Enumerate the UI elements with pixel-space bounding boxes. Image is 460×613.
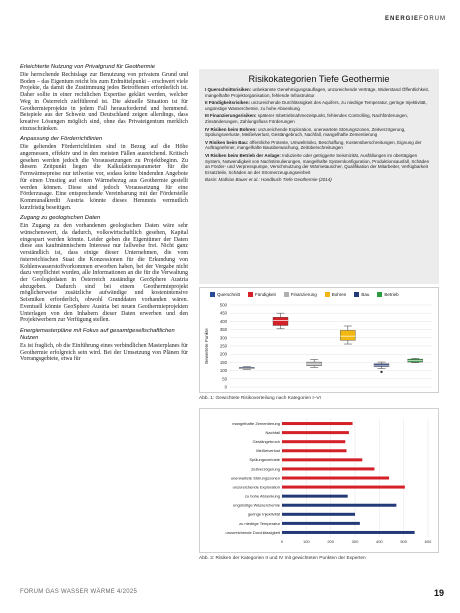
y-axis-label: Bewertete Punkte — [204, 328, 209, 364]
category-label: unzureichende Durchlässigkeit — [225, 529, 280, 535]
y-tick-label: 0 — [224, 384, 227, 390]
category-label: Gestängebruch — [252, 439, 280, 445]
y-tick-label: 400 — [219, 318, 227, 324]
legend-item — [248, 292, 276, 297]
risk-item-text: unzureichende Exploration, unerwartete Störungszonen, Zeitverzögerung, Spülungsverluste, Meißelverlust, Gestängebruch, Nachfall, mangelhafte Zementierung — [205, 126, 406, 138]
category-label: Spülungsverluste — [249, 457, 280, 463]
x-tick-label: 600 — [424, 539, 432, 544]
legend-item — [325, 292, 347, 297]
box-bohren — [340, 330, 355, 340]
figure-1-caption: Abb. 1: Gewichtete Risikoverteilung nach Kategorien I–VI — [199, 396, 321, 401]
y-tick-label: 100 — [219, 368, 227, 374]
y-tick-label: 500 — [219, 302, 227, 308]
risk-categories-box — [199, 69, 439, 284]
risk-item-text: späterer Inbetriebnahmezeitpunkt, fehlendes Controlling, Nachförderungen, Zinsänderungen, Zahlungsfluss Förderungen — [205, 113, 409, 124]
bar — [282, 440, 345, 443]
body-paragraph: Ein Zugang zu den vorhandenen geologischen Daten wäre sehr wünschenswert, da dadurch, volkswirtschaftlich gesehen, Kapital eingespart werden könnte. Leider geben die Eigentümer der Daten diese aus kaufmännischem Interesse nur fallweise frei. Nicht ganz verständlich ist, dass einige dieser Unternehmen, die vom österreichischen Staat die Konzessionen für die Erkundung von Kohlenwasserstoffvorkommen erworben haben, bei der Vergabe nicht dazu verpflichtet wurden, alle Informationen an die für die Verwaltung der Geologiedaten in Österreich zuständige GeoSphere Austria abzugeben. Dadurch sind bei einem Geothermieprojekt möglicherweise zusätzliche aufwändige und kostenintensive Seismiken erforderlich, obwohl Grunddaten vorhanden wären. Eventuell könnte GeoSphere Austria bei neuen Geothermieprojekten Unterlagen von den Inhabern dieser Daten erwerben und den Projektwerbern zur Verfügung stellen. — [20, 223, 188, 324]
chart-legend — [210, 292, 432, 297]
risk-item-label: I Querschnittsrisiken: — [205, 87, 252, 92]
risk-item-label: IV Risiken beim Bohren: — [205, 126, 257, 132]
category-label: unzureichende Exploration — [232, 484, 280, 490]
legend-label: Bohren — [331, 292, 347, 297]
legend-swatch — [325, 292, 330, 297]
x-tick-label: 100 — [302, 539, 310, 544]
x-tick-label: 300 — [351, 539, 359, 544]
bar — [282, 531, 415, 534]
magazine-brand: ENERGIEFORUM — [384, 16, 446, 22]
category-label: zu hohe Absenkung — [244, 493, 280, 499]
page-number: 19 — [433, 588, 444, 598]
section-heading: Zugang zu geologischen Daten — [20, 215, 101, 222]
category-label: mangelhafte Zementierung — [232, 420, 280, 426]
box-plot-svg — [200, 301, 438, 393]
legend-item — [354, 292, 369, 297]
y-tick-label: 450 — [219, 310, 227, 316]
section-heading: Erleichterte Nutzung von Privatgrund für Geothermie — [20, 64, 156, 70]
box-plot-chart — [199, 287, 439, 393]
risk-item-text: unbekannte Genehmigungsauflagen, unzureichende Verträge, Widerstand Öffentlichkeit, mangelhafte Projektorganisation, fehlende Infrastruktur — [205, 87, 430, 98]
article-column — [20, 64, 188, 367]
y-tick-label: 300 — [219, 335, 227, 341]
category-label: Meißelverlust — [256, 448, 280, 454]
legend-label: Querschnitt — [217, 292, 241, 297]
bar — [282, 486, 405, 489]
category-label: Nachfall — [265, 430, 280, 436]
bar — [282, 504, 396, 507]
y-tick-label: 250 — [219, 343, 227, 349]
y-tick-label: 350 — [219, 327, 227, 333]
risk-item-label: III Finanzierungsrisiken: — [205, 113, 257, 119]
risk-item-text: Induzierte oder getriggerte Seismizität, Ausfällungen im obertägigen System, Notwendigkeit von Nachstimulierungen, mangelhafte Systemkonfiguration, Produktionsausfall, Schäden an Förder- und Verpresspumpe, Verschmutzung der Wärmetauscher, Qualifikation der Mitarbeiter, Verfügbarkeit Ersatzteile, Schäden an der Stromerzeugungseinheit — [205, 152, 430, 175]
bar-chart-svg — [200, 409, 438, 552]
risk-item — [205, 153, 433, 175]
bar — [282, 495, 348, 498]
legend-label: Finanzierung — [290, 292, 317, 297]
bar — [282, 467, 374, 470]
box-fündigkeit — [273, 317, 288, 325]
x-tick-label: 400 — [375, 539, 383, 544]
bar — [282, 422, 353, 425]
risk-item-text: unzureichende Durchlässigkeit des Aquifers, zu niedrige Temperatur, geringe Injektivität, ungünstige Wasserchemie, zu hohe Absenkung — [205, 100, 427, 111]
risk-item-label: VI Risiken beim Betrieb der Anlage: — [205, 152, 281, 158]
risk-item-label: II Fündigkeitsrisiken: — [205, 100, 251, 106]
y-tick-label: 50 — [222, 376, 227, 382]
body-paragraph: Die geltenden Förderrichtlinien sind in Bezug auf die Höhe angemessen, effektiv und in den meisten Fällen ausreichend. Kritisch gesehen werden jedoch die Voraussetzungen zu Projektbeginn. Zu diesem Zeitpunkt liegen die Kalkulationsparameter für die Fernwärmepreise nur teilweise vor, sodass keine bindenden Angebote für einen Umstieg auf einen Wärmebezug aus Geothermie gestellt werden können. Diese sind jedoch Voraussetzung für eine Förderzusage. Eine entsprechende Vereinbarung mit der Förderstelle Kommunalkredit Austria könnte dieses Hemmnis vermutlich kurzfristig beseitigen. — [20, 144, 188, 211]
risk-box-source: Basis: Mathias Bauer et al.: Handbuch Tiefe Geothermie (2014) — [205, 177, 332, 183]
risk-item — [205, 140, 433, 151]
bar — [282, 477, 389, 480]
legend-item — [377, 292, 398, 297]
legend-label: Betrieb — [384, 292, 399, 297]
category-label: geringe Injektivität — [247, 511, 280, 517]
y-tick-label: 150 — [219, 359, 227, 365]
bar — [282, 522, 360, 525]
legend-swatch — [284, 292, 289, 297]
risk-item-text: öffentliche Proteste, Umweltrisiko, Beschaffung, Kostenüberschreitungen, Eignung der Auftragnehmer, mangelhafte Bauüberwachung, Zeitüberschreitungen — [205, 139, 422, 151]
bar — [282, 458, 362, 461]
risk-item — [205, 127, 433, 138]
section-heading: Anpassung der Förderrichtlinien — [20, 136, 103, 143]
bar — [282, 431, 349, 434]
page-footer: FORUM GAS WASSER WÄRME 4/2025 — [20, 589, 138, 595]
category-label: Zeitverzögerung — [251, 466, 280, 472]
category-label: unerwartete Störungszonen — [230, 475, 280, 481]
risk-box-title: Risikokategorien Tiefe Geothermie — [248, 74, 390, 84]
bar-chart — [199, 408, 439, 553]
bar — [282, 513, 355, 516]
figure-2-caption: Abb. 2: Risiken der Kategorien II und IV mit gewichteten Punkten der Experten — [199, 556, 366, 561]
legend-swatch — [354, 292, 359, 297]
x-tick-label: 200 — [327, 539, 335, 544]
x-tick-label: 0 — [280, 539, 284, 544]
legend-label: Bau — [361, 292, 370, 297]
risk-item — [205, 113, 433, 124]
legend-swatch — [377, 292, 382, 297]
risk-list — [205, 87, 433, 175]
legend-label: Fündigkeit — [255, 292, 276, 297]
risk-item — [205, 87, 433, 98]
body-paragraph: Es ist fraglich, ob die Einführung eines verbindlichen Masterplanes für Geothermie erfolgreich sein wird. Bei der Umsetzung von Plänen für Vorrangsgebiete, etwa für — [20, 342, 188, 363]
legend-swatch — [210, 292, 215, 297]
risk-item-label: V Risiken beim Bau: — [205, 139, 249, 145]
y-tick-label: 200 — [219, 351, 227, 357]
box-outlier — [380, 371, 382, 373]
body-paragraph: Die herrschende Rechtslage zur Benutzung von privatem Grund und Boden – das Eigentum reicht bis zum Erdmittelpunkt – erschwert viele Projekte, da damit die Zustimmung jedes Betroffenen erforderlich ist. Daher sollte in einer rechtlichen Expertise geklärt werden, welcher Weg in Österreich zielführend ist. Die aktuelle Situation ist für Geothermieprojekte in jedem Fall herausfordernd und hemmend. Beispiele aus der Schweiz und Deutschland zeigen allerdings, dass kreative Lösungen möglich sind, ohne das Privateigentum merklich einzuschränken. — [20, 72, 188, 132]
x-tick-label: 500 — [400, 539, 408, 544]
category-label: ungünstige Wasserchemie — [233, 502, 280, 508]
bar — [282, 449, 346, 452]
section-heading: Energiemasterpläne mit Fokus auf gesamtgesellschaftlichen Nutzen — [20, 327, 175, 341]
risk-item — [205, 100, 433, 111]
legend-swatch — [248, 292, 253, 297]
legend-item — [284, 292, 317, 297]
legend-item — [210, 292, 240, 297]
category-label: zu niedrige Temperatur — [239, 520, 280, 526]
